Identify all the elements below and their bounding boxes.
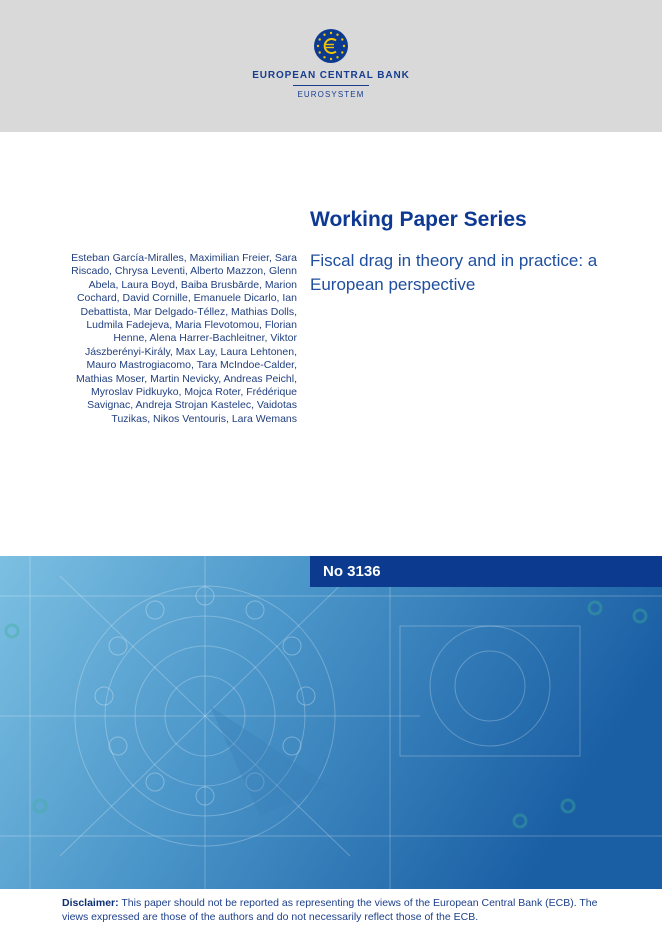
logo-divider <box>293 85 369 86</box>
eurosystem-label: EUROSYSTEM <box>297 90 365 99</box>
paper-title: Fiscal drag in theory and in practice: a European perspective <box>310 251 598 294</box>
author-list: Esteban García-Miralles, Maximilian Freier, Sara Riscado, Chrysa Leventi, Alberto Mazzon, Glenn Abela, Laura Boyd, Baiba Brusbārde, Marion Cochard, David Cornille, Emanuele Dicarlo, Ian Debattista, Mar Delgado-Téllez, Mathias Dolls, Ludmila Fadejeva, Maria Flevotomou, Florian Henne, Alena Harrer-Bachleitner, Viktor Jászberényi-Király, Max Lay, Laura Lehtonen, Mauro Mastrogiacomo, Tara McIndoe-Calder, Mathias Moser, Martin Nevicky, Andreas Peichl, Myroslav Pidkuyko, Mojca Roter, Frédérique Savignac, Andreja Strojan Kastelec, Vaidotas Tuzikas, Nikos Ventouris, Lara Wemans <box>71 252 297 425</box>
bank-name: EUROPEAN CENTRAL BANK <box>252 70 410 81</box>
paper-number: No 3136 <box>310 556 662 587</box>
header-band <box>0 0 662 132</box>
series-title: Working Paper Series <box>310 208 527 231</box>
disclaimer <box>62 896 602 924</box>
ecb-euro-stars-logo-icon <box>313 28 349 64</box>
disclaimer-label: Disclaimer: <box>62 897 119 909</box>
disclaimer-text: This paper should not be reported as representing the views of the European Central Bank (ECB). The views expressed are those of the authors and do not necessarily reflect those of the ECB. <box>62 897 598 923</box>
cover-artwork <box>0 556 662 889</box>
